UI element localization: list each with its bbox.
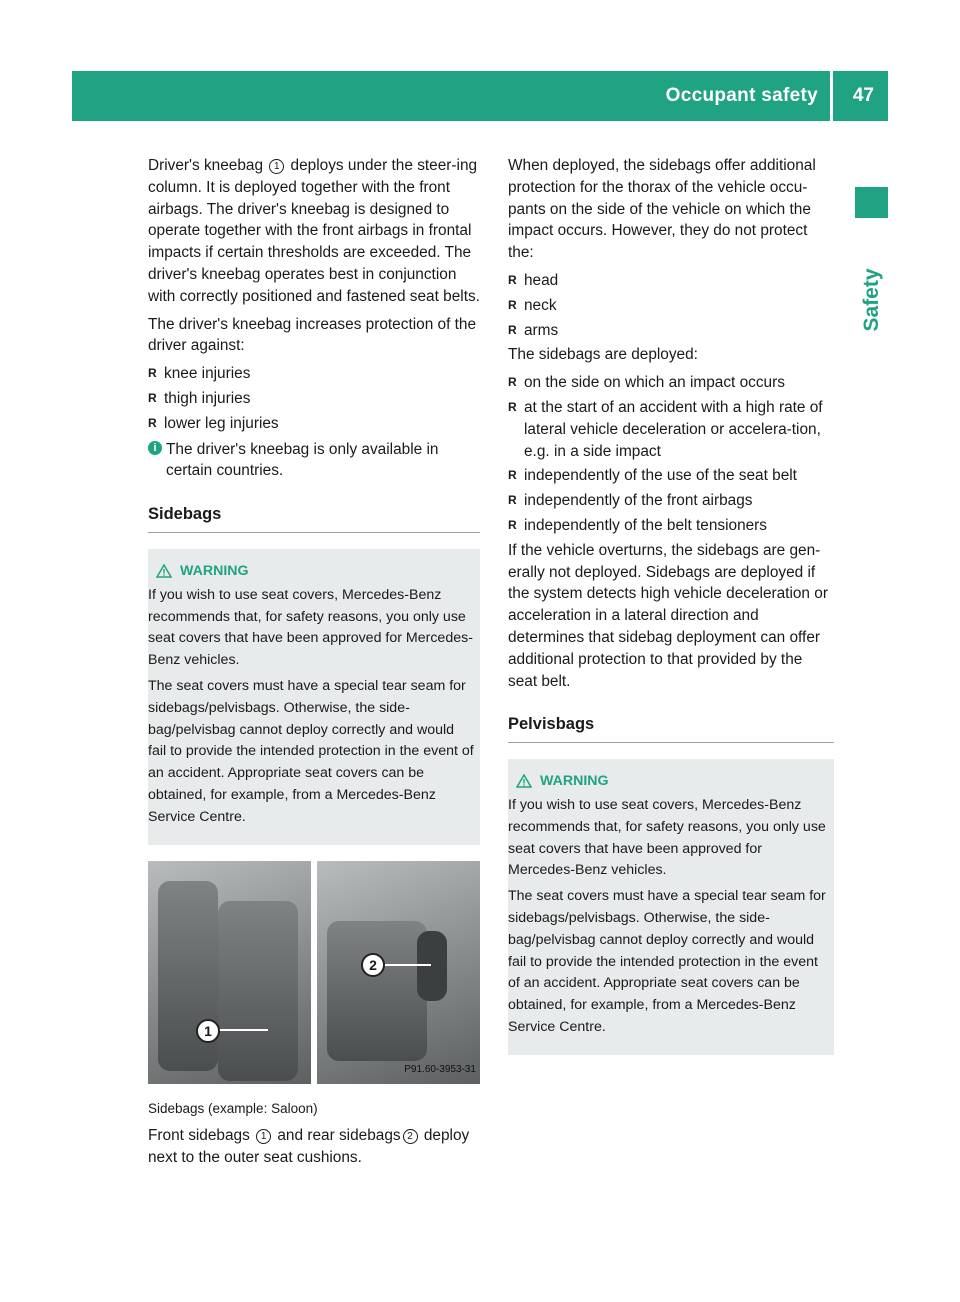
- warning-triangle-icon: [516, 774, 532, 788]
- warning-title: WARNING: [508, 771, 828, 793]
- chapter-label: Safety: [860, 268, 883, 332]
- list-item: R lower leg injuries: [148, 413, 480, 435]
- warning-text: The seat covers must have a special tear seam for sidebags/pelvisbags. Otherwise, the side-bag/pelvisbag cannot deploy correctly and would fail to provide the intended protection in the event of an accident. Appropriate seat covers can be obtained, for example, from a Mercedes-Benz Service Centre.: [508, 888, 826, 1035]
- list-item: R thigh injuries: [148, 388, 480, 410]
- section-title: Occupant safety: [665, 85, 818, 106]
- list-item: R arms: [508, 320, 834, 342]
- sidebags-heading: Sidebags: [148, 504, 480, 533]
- callout-2-ref: 2: [403, 1129, 418, 1144]
- list-item: R on the side on which an impact occurs: [508, 372, 834, 394]
- rear-seat-image: [317, 861, 480, 1084]
- sidebags-protection-paragraph: When deployed, the sidebags offer additional protection for the thorax of the vehicle occu-pants on the side of the vehicle on which the impact occurs. However, they do not protect the:: [508, 157, 816, 262]
- list-item: R neck: [508, 295, 834, 317]
- list-item: R independently of the use of the seat belt: [508, 465, 834, 487]
- list-item: R at the start of an accident with a high rate of lateral vehicle deceleration or accelera-tion, e.g. in a side impact: [508, 397, 834, 462]
- callout-1: 1: [196, 1019, 220, 1043]
- pelvisbags-heading: Pelvisbags: [508, 714, 834, 743]
- warning-title: WARNING: [148, 561, 474, 583]
- kneebag-protection-paragraph: The driver's kneebag increases protection of the driver against:: [148, 315, 477, 355]
- overturn-paragraph: If the vehicle overturns, the sidebags are gen-erally not deployed. Sidebags are deployed if the system detects high vehicle deceleration or acceleration in a lateral direction and determines that sidebag deployment can offer additional protection to that provided by the seat belt.: [508, 541, 828, 690]
- warning-box: [508, 759, 834, 1055]
- list-item: R knee injuries: [148, 363, 480, 385]
- list-item: R independently of the belt tensioners: [508, 515, 834, 537]
- left-column: [148, 155, 480, 1175]
- info-note: i The driver's kneebag is only available in certain countries.: [148, 439, 480, 483]
- callout-1-ref: 1: [269, 159, 284, 174]
- page-header: [72, 71, 888, 121]
- warning-text: The seat covers must have a special tear seam for sidebags/pelvisbags. Otherwise, the side-bag/pelvisbag cannot deploy correctly and would fail to provide the intended protection in the event of an accident. Appropriate seat covers can be obtained, for example, from a Mercedes-Benz Service Centre.: [148, 677, 474, 825]
- callout-2: 2: [361, 953, 385, 977]
- sidebags-location-paragraph: Front sidebags 1 and rear sidebags 2 deploy next to the outer seat cushions.: [148, 1127, 470, 1167]
- photo-code: P91.60-3953-31: [404, 1063, 476, 1075]
- chapter-tab: [855, 187, 888, 218]
- warning-triangle-icon: [156, 564, 172, 578]
- photo-caption: Sidebags (example: Saloon): [148, 1100, 318, 1116]
- callout-1-ref: 1: [256, 1129, 271, 1144]
- info-icon: i: [148, 441, 162, 455]
- warning-box: [148, 549, 480, 845]
- warning-text: If you wish to use seat covers, Mercedes-Benz recommends that, for safety reasons, you only use seat covers that have been approved for Mercedes-Benz vehicles.: [508, 796, 826, 879]
- list-item: R head: [508, 270, 834, 292]
- header-divider: [830, 71, 833, 121]
- kneebag-paragraph: Driver's kneebag 1 deploys under the steer-ing column. It is deployed together with the front airbags. The driver's kneebag is designed to operate together with the front airbags in frontal impacts if certain thresholds are exceeded. The driver's kneebag operates best in conjunction with correctly positioned and fastened seat belts.: [148, 157, 480, 305]
- list-item: R independently of the front airbags: [508, 490, 834, 512]
- sidebags-photo: [148, 861, 480, 1084]
- front-seat-image: [148, 861, 311, 1084]
- warning-text: If you wish to use seat covers, Mercedes-Benz recommends that, for safety reasons, you only use seat covers that have been approved for Mercedes-Benz vehicles.: [148, 586, 473, 669]
- deployment-intro: The sidebags are deployed:: [508, 346, 698, 364]
- right-column: [508, 155, 834, 1055]
- page-number: 47: [852, 85, 874, 106]
